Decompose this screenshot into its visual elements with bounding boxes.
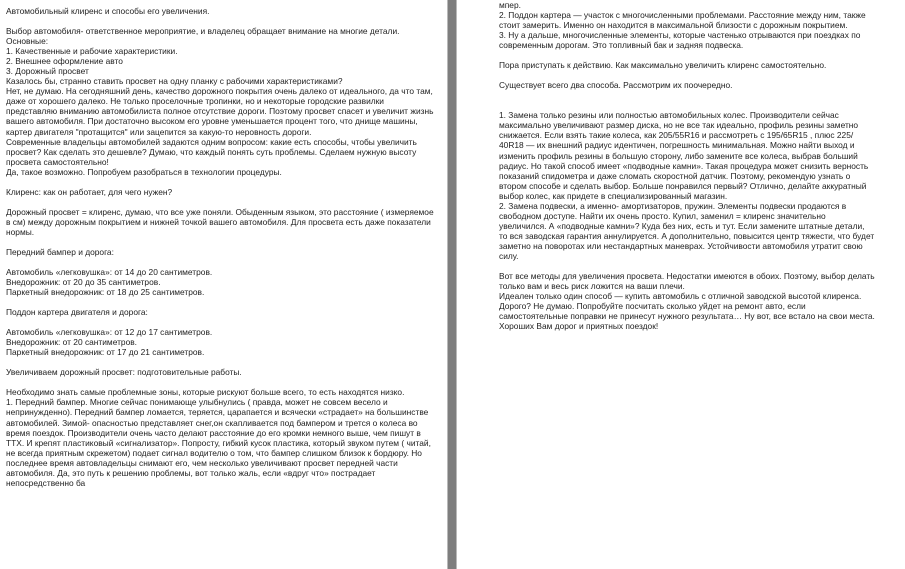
text-paragraph: 2. Внешнее оформление авто	[6, 56, 123, 67]
text-paragraph: Автомобиль «легковушка»: от 14 до 20 сантиметров.	[6, 266, 213, 277]
page-text	[499, 0, 875, 331]
page-gutter	[448, 0, 456, 569]
paragraph-gap	[6, 317, 437, 327]
text-paragraph: 1. Передний бампер. Многие сейчас понимающе улыбнулись ( правда, может не совсем весело и непринужденно). Передний бампер ломается, теряется, царапается и всячески «страдает» на большинстве автомобилей. Зимой- опасностью представляет снег,он скапливается под бампером и трется о колеса во время поездок. Производители очень часто делают расстояние до его кромки немного выше, чем пишут в ТТХ. И крепят пластиковый «сигнализатор». Попросту, гибкий кусок пластика, который звуком путем ( читай, не всегда приятным скрежетом) подает сигнал водителю о том, что бампер слишком близок к бордюру. Но последнее время автовладельцы снимают его, чем несколько увеличивают просвет передней части автомобиля. Да, это путь к решению проблемы, вот только жаль, если «вдруг что» пострадает непосредственно ба	[6, 397, 434, 488]
text-paragraph: Клиренс: как он работает, для чего нужен?	[6, 186, 173, 197]
paragraph-gap	[6, 197, 437, 207]
text-paragraph: 1. Замена только резины или полностью автомобильных колес. Производители сейчас максимально увеличивают размер диска, но не все так идеально, профиль резины заметно снижается. Если взять такие колеса, как 205/55R16 и рассмотреть с 195/65R15 , плюс 225/ 40R18 — их внешний радиус идентичен, погрешность минимальная. Можно найти выход и изменить профиль резины в большую сторону, либо замените все колеса, выбрав больший радиус. Но такой способ имеет «подводные камни». Такая процедура может снизить верность показаний спидометра и даже сломать скоростной датчик. Поэтому, рекомендую узнать о втором способе и сделать выбор. Больше понравился первый? Отлично, делайте аккуратный выбор колес, как придете в специализированный магазин.	[499, 110, 871, 201]
text-paragraph: Современные владельцы автомобилей задаются одним вопросом: какие есть способы, чтобы увеличить просвет? Как сделать это дешевле? Думаю, что каждый понять суть проблемы. Сделаем нужную высоту просвета самостоятельно!	[6, 136, 420, 167]
text-paragraph: 1. Качественные и рабочие характеристики.	[6, 46, 178, 57]
document-page-left	[0, 0, 448, 569]
paragraph-gap	[6, 257, 437, 267]
paragraph-gap	[6, 237, 437, 247]
paragraph-gap	[499, 261, 875, 271]
text-paragraph: 2. Замена подвески, а именно- амортизаторов, пружин. Элементы подвески продаются в свободном доступе. Найти их очень просто. Купил, заменил = клиренс значительно увеличился. А «подводные камни»? Куда без них, есть и тут. Если замените штатные детали, то вся заводская гарантия аннулируется. А дополнительно, повысится центр тяжести, что будет заметно на поворотах или нестандартных маневрах. Устойчивости автомобиля утратит свою силу.	[499, 200, 877, 261]
text-paragraph: Внедорожник: от 20 до 35 сантиметров.	[6, 277, 161, 288]
paragraph-gap	[6, 177, 437, 187]
text-paragraph: Идеален только один способ — купить автомобиль с отличной заводской высотой клиренса. Дорого? Не думаю. Попробуйте посчитать сколько уйдет на ремонт авто, если самостоятельные поправки не принесут нужного результата… Ну вот, все встало на свои места.	[499, 291, 875, 322]
text-paragraph: Да, такое возможно. Попробуем разобраться в технологии процедуры.	[6, 166, 282, 177]
paragraph-gap	[499, 90, 875, 100]
text-paragraph: Выбор автомобиля- ответственное мероприятие, и владелец обращает внимание на многие детали.	[6, 26, 400, 37]
text-paragraph: Нет, не думаю. На сегодняшний день, качество дорожного покрытия очень далеко от идеального, да что там, даже от хорошего далеко. Не только проселочные тропинки, но и некоторые городские развилки представляю вниманию автомобилиста полное отсутствие дороги. Поэтому просвет спасет и увеличит жизнь вашего автомобиля. При достаточно высоком его уровне уменьшается процент того, что днище машины, картер двигателя "протащится" или зацепится за какую-то неровность дороги.	[6, 86, 436, 137]
text-paragraph: Передний бампер и дорога:	[6, 246, 114, 257]
paragraph-gap	[499, 50, 875, 60]
document-page-right	[456, 0, 905, 569]
text-paragraph: Внедорожник: от 20 сантиметров.	[6, 337, 138, 348]
paragraph-gap	[6, 16, 437, 26]
paragraph-gap	[6, 357, 437, 367]
page-text	[6, 6, 437, 488]
paragraph-gap	[6, 297, 437, 307]
text-paragraph: Паркетный внедорожник: от 17 до 21 сантиметров.	[6, 347, 205, 358]
text-paragraph: Автомобильный клиренс и способы его увеличения.	[6, 6, 210, 16]
text-paragraph: мпер.	[499, 0, 521, 10]
text-paragraph: Поддон картера двигателя и дорога:	[6, 307, 148, 318]
text-paragraph: 3. Ну а дальше, многочисленные элементы, которые частенько отрываются при поездках по современным дорогам. Это топливный бак и задняя подвеска.	[499, 30, 863, 51]
paragraph-gap	[6, 377, 437, 387]
text-paragraph: Существует всего два способа. Рассмотрим их поочередно.	[499, 80, 733, 91]
text-paragraph: 3. Дорожный просвет	[6, 66, 89, 77]
text-paragraph: Дорожный просвет = клиренс, думаю, что все уже поняли. Обыденным языком, это расстояние ( измеряемое в см) между дорожным покрытием и нижней точкой вашего автомобиля. Для просвета есть даже показатели нормы.	[6, 206, 436, 237]
paragraph-gap	[499, 100, 875, 110]
text-paragraph: Казалось бы, странно ставить просвет на одну планку с рабочими характеристиками?	[6, 76, 343, 87]
text-paragraph: Хороших Вам дорог и приятных поездок!	[499, 321, 659, 332]
text-paragraph: Пора приступать к действию. Как максимально увеличить клиренс самостоятельно.	[499, 60, 827, 71]
text-paragraph: Основные:	[6, 36, 49, 47]
text-paragraph: Увеличиваем дорожный просвет: подготовительные работы.	[6, 367, 242, 378]
paragraph-gap	[499, 70, 875, 80]
text-paragraph: Вот все методы для увеличения просвета. Недостатки имеются в обоих. Поэтому, выбор делать только вам и весь риск ложится на ваши плечи.	[499, 271, 877, 292]
text-paragraph: Паркетный внедорожник: от 18 до 25 сантиметров.	[6, 287, 205, 298]
text-paragraph: 2. Поддон картера — участок с многочисленными проблемами. Расстояние между ним, также стоит замерить. Именно он находится в максимальной близости с дорожным покрытием.	[499, 10, 868, 31]
text-paragraph: Необходимо знать самые проблемные зоны, которые рискуют больше всего, то есть находятся низко.	[6, 387, 405, 398]
text-paragraph: Автомобиль «легковушка»: от 12 до 17 сантиметров.	[6, 327, 213, 338]
